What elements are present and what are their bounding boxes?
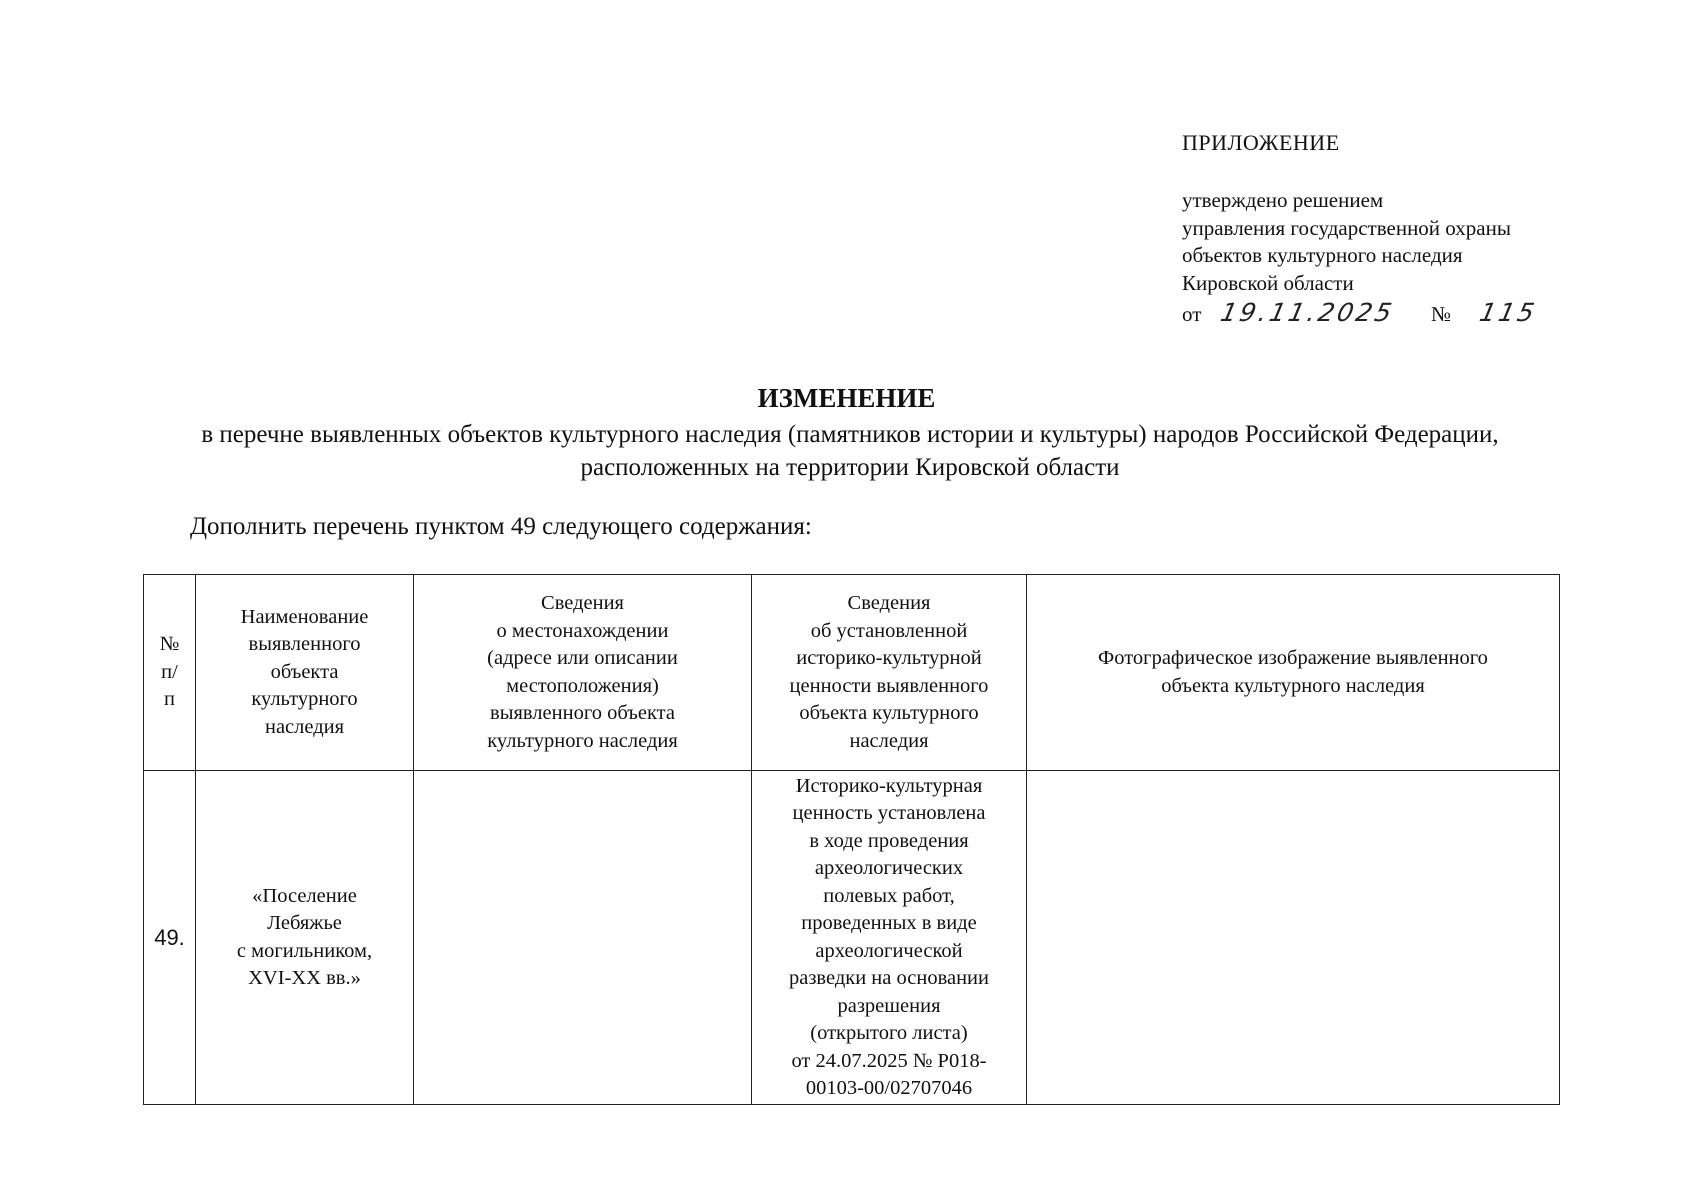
appendix-title: ПРИЛОЖЕНИЕ bbox=[1182, 130, 1340, 155]
approval-line: утверждено решением bbox=[1182, 188, 1384, 212]
row-number: 49. bbox=[144, 771, 196, 1105]
handwritten-number: 115 bbox=[1477, 298, 1541, 327]
heritage-objects-table bbox=[143, 574, 1560, 1105]
handwritten-date: 19.11.2025 bbox=[1217, 298, 1397, 327]
header-object-name: Наименование выявленного объекта культурного наследия bbox=[196, 575, 414, 771]
number-label: № bbox=[1431, 302, 1452, 326]
document-heading: ИЗМЕНЕНИЕ bbox=[757, 383, 936, 413]
date-prefix: от bbox=[1182, 302, 1202, 326]
approval-line: управления государственной охраны bbox=[1182, 215, 1511, 240]
decision-date-line bbox=[1182, 298, 1541, 327]
header-location: Сведения о местонахождении (адресе или описании местоположения) выявленного объекта культурного наследия bbox=[414, 575, 752, 771]
document-subtitle: в перечне выявленных объектов культурного наследия (памятников истории и культуры) народов Российской Федерации, расположенных на территории Кировской области bbox=[201, 421, 1499, 481]
row-photo bbox=[1027, 771, 1560, 1105]
approval-line: объектов культурного наследия bbox=[1182, 243, 1463, 267]
header-photo: Фотографическое изображение выявленного объекта культурного наследия bbox=[1027, 575, 1560, 771]
row-object-name: «Поселение Лебяжье с могильником, XVI-XX вв.» bbox=[196, 771, 414, 1105]
row-location bbox=[414, 771, 752, 1105]
table-header-row bbox=[144, 575, 1560, 771]
header-number: № п/ п bbox=[144, 575, 196, 771]
approval-line: Кировской области bbox=[1182, 270, 1354, 295]
instruction-text: Дополнить перечень пунктом 49 следующего содержания: bbox=[190, 513, 812, 540]
table-row bbox=[144, 771, 1560, 1105]
header-cultural-value: Сведения об установленной историко-культурной ценности выявленного объекта культурного наследия bbox=[752, 575, 1027, 771]
row-cultural-value: Историко-культурная ценность установлена в ходе проведения археологических полевых работ, проведенных в виде археологической разведки на основании разрешения (открытого листа) от 24.07.2025 № Р018- 00103-00/02707046 bbox=[752, 771, 1027, 1105]
approval-block bbox=[1182, 187, 1511, 297]
